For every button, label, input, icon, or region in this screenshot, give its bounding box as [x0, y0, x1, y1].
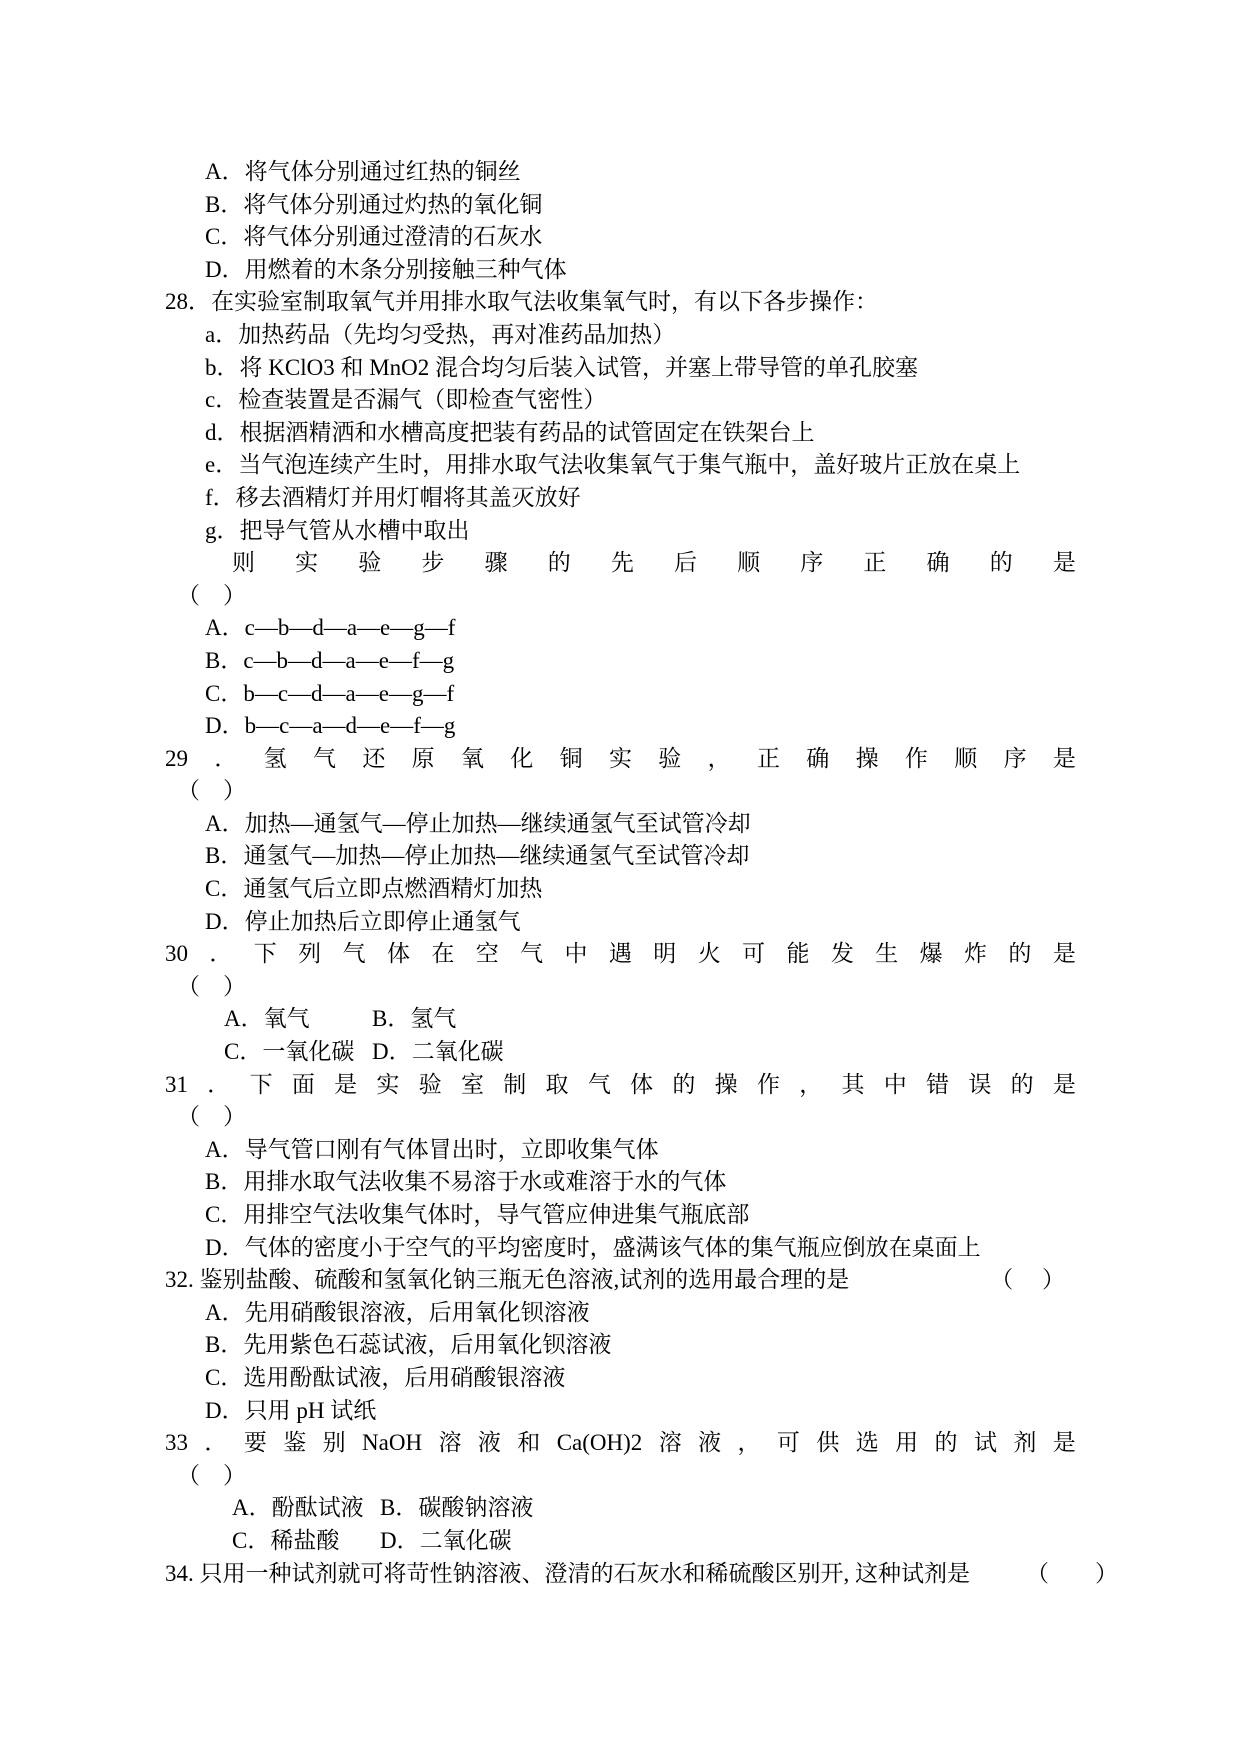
answer-option: D．停止加热后立即停止通氢气 [205, 908, 521, 934]
answer-option: C．b—c—d—a—e—g—f [205, 680, 455, 706]
text-token: 步 [421, 550, 445, 576]
answer-bracket: （ ） [177, 1104, 246, 1130]
text-token: 面 [291, 1071, 315, 1097]
answer-option-pair [165, 1036, 1076, 1069]
text-token: 发 [830, 941, 854, 967]
answer-option: D．二氧化碳 [380, 1527, 512, 1553]
text-token: 序 [1003, 745, 1027, 771]
question-stem: 34. 只用一种试剂就可将苛性钠溶液、澄清的石灰水和稀硫酸区别开, 这种试剂是 [165, 1560, 970, 1586]
text-token: 制 [503, 1071, 527, 1097]
text-token: 作 [756, 1071, 780, 1097]
answer-option: D．b—c—a—d—e—f—g [205, 713, 456, 739]
answer-bracket: （ ） [177, 778, 246, 804]
text-token: 下 [249, 1071, 273, 1097]
text-token: 要 [243, 1430, 267, 1456]
text-token: 气 [342, 941, 366, 967]
answer-option: C．通氢气后立即点燃酒精灯加热 [205, 876, 543, 902]
answer-option: C．一氧化碳 [224, 1039, 355, 1065]
text-token: 后 [673, 550, 697, 576]
question-stem-justified [165, 938, 1076, 971]
text-token: 正 [863, 550, 887, 576]
text-token: 液 [698, 1430, 722, 1456]
procedure-step: b．将 KClO3 和 MnO2 混合均匀后装入试管，并塞上带导管的单孔胶塞 [205, 354, 919, 380]
question-stem-justified [165, 1069, 1076, 1102]
text-token: 验 [358, 550, 382, 576]
answer-bracket: （ ） [177, 973, 246, 999]
question-stem-justified [165, 743, 1076, 776]
procedure-step: d．根据酒精洒和水槽高度把装有药品的试管固定在铁架台上 [205, 419, 815, 445]
text-token: 生 [875, 941, 899, 967]
question-stem-with-bracket [165, 1558, 1118, 1591]
question-stem-justified [165, 547, 1076, 580]
answer-bracket: （ ） [990, 1267, 1065, 1293]
text-token: 是 [1052, 745, 1076, 771]
text-token: 的 [1010, 1071, 1034, 1097]
text-token: 氧 [460, 745, 484, 771]
text-token: 取 [545, 1071, 569, 1097]
answer-option: B．将气体分别通过灼热的氧化铜 [205, 191, 543, 217]
text-token: 遇 [608, 941, 632, 967]
text-token: 正 [756, 745, 780, 771]
text-token: 中 [883, 1071, 907, 1097]
answer-option: C．选用酚酞试液，后用硝酸银溶液 [205, 1364, 566, 1390]
text-token: 是 [334, 1071, 358, 1097]
answer-bracket: （ ） [1026, 1560, 1118, 1586]
answer-option: B．c—b—d—a—e—f—g [205, 647, 455, 673]
answer-option: A．加热—通氢气—停止加热—继续通氢气至试管冷却 [205, 810, 751, 836]
text-token: 气 [587, 1071, 611, 1097]
text-token: 爆 [919, 941, 943, 967]
procedure-step: c．检查装置是否漏气（即检查气密性） [205, 387, 607, 413]
text-token: ． [214, 745, 238, 771]
text-token: 液 [477, 1430, 501, 1456]
text-token: 铜 [559, 745, 583, 771]
text-token: 33 [165, 1430, 188, 1456]
answer-option: D．二氧化碳 [372, 1039, 504, 1065]
text-token: 是 [1052, 1071, 1076, 1097]
text-token: 鉴 [283, 1430, 307, 1456]
procedure-step: f．移去酒精灯并用灯帽将其盖灭放好 [205, 484, 581, 510]
text-token: 30 [165, 941, 188, 967]
answer-bracket: （ ） [177, 1462, 246, 1488]
text-token: 能 [786, 941, 810, 967]
text-token: 确 [926, 550, 950, 576]
text-token: 体 [630, 1071, 654, 1097]
text-token: 实 [376, 1071, 400, 1097]
text-token: 的 [672, 1071, 696, 1097]
text-token: 氢 [263, 745, 287, 771]
text-token: 的 [934, 1430, 958, 1456]
answer-option: D．气体的密度小于空气的平均密度时，盛满该气体的集气瓶应倒放在桌面上 [205, 1234, 981, 1260]
answer-option: A．将气体分别通过红热的铜丝 [205, 159, 521, 184]
text-token: 作 [904, 745, 928, 771]
answer-option: A．导气管口刚有气体冒出时，立即收集气体 [205, 1136, 659, 1162]
text-token: 是 [1052, 941, 1076, 967]
text-token: 其 [841, 1071, 865, 1097]
question-stem: 32. 鉴别盐酸、硫酸和氢氧化钠三瓶无色溶液,试剂的选用最合理的是 [165, 1267, 850, 1293]
text-token: 的 [1008, 941, 1032, 967]
text-token: 误 [968, 1071, 992, 1097]
text-token: ， [799, 1071, 823, 1097]
question-stem-with-bracket [165, 1264, 1076, 1297]
text-token: 用 [895, 1430, 919, 1456]
text-token: ． [204, 1430, 228, 1456]
text-token: ． [209, 941, 233, 967]
text-token: 可 [776, 1430, 800, 1456]
text-token: 实 [608, 745, 632, 771]
answer-option-pair [165, 1525, 1076, 1558]
text-token: 空 [475, 941, 499, 967]
text-token: 确 [806, 745, 830, 771]
text-token: 剂 [1013, 1430, 1037, 1456]
text-token: 操 [714, 1071, 738, 1097]
answer-option: C．将气体分别通过澄清的石灰水 [205, 224, 543, 250]
text-token: 的 [989, 550, 1013, 576]
text-token: 则 [232, 550, 255, 576]
answer-bracket: （ ） [177, 582, 246, 608]
text-token: 实 [295, 550, 319, 576]
text-token: 是 [1052, 1430, 1076, 1456]
answer-option: B．氢气 [372, 1006, 457, 1032]
text-token: 29 [165, 745, 188, 771]
answer-option: A．氧气 [224, 1006, 310, 1032]
text-token: 先 [610, 550, 634, 576]
answer-option: D．用燃着的木条分别接触三种气体 [205, 256, 567, 282]
text-token: 别 [322, 1430, 346, 1456]
text-token: NaOH [362, 1430, 423, 1456]
answer-option: A．先用硝酸银溶液，后用氧化钡溶液 [205, 1299, 590, 1325]
question-stem: 28．在实验室制取氧气并用排水取气法收集氧气时，有以下各步操作： [165, 289, 878, 315]
text-token: 可 [742, 941, 766, 967]
text-token: 骤 [484, 550, 508, 576]
text-token: 顺 [954, 745, 978, 771]
text-token: 顺 [737, 550, 761, 576]
text-token: 31 [165, 1071, 188, 1097]
text-token: 序 [800, 550, 824, 576]
answer-option: B．用排水取气法收集不易溶于水或难溶于水的气体 [205, 1169, 727, 1195]
procedure-step: g．把导气管从水槽中取出 [205, 517, 470, 543]
text-token: 体 [386, 941, 410, 967]
text-token: 验 [418, 1071, 442, 1097]
text-token: 和 [517, 1430, 541, 1456]
answer-option: A．酚酞试液 [232, 1495, 364, 1521]
text-token: 下 [253, 941, 277, 967]
text-token: 火 [697, 941, 721, 967]
text-token: 供 [816, 1430, 840, 1456]
text-token: 中 [564, 941, 588, 967]
text-token: 试 [973, 1430, 997, 1456]
text-token: 验 [658, 745, 682, 771]
answer-option: C．稀盐酸 [232, 1527, 340, 1553]
text-token: 原 [411, 745, 435, 771]
answer-option-pair [165, 1003, 1076, 1036]
text-token: ， [737, 1430, 761, 1456]
text-token: 是 [1052, 550, 1076, 576]
text-token: 溶 [438, 1430, 462, 1456]
procedure-step: a．加热药品（先均匀受热，再对准药品加热） [205, 321, 676, 347]
text-token: 化 [510, 745, 534, 771]
text-token: 溶 [658, 1430, 682, 1456]
answer-option: C．用排空气法收集气体时，导气管应伸进集气瓶底部 [205, 1202, 750, 1227]
question-stem-justified [165, 1427, 1076, 1460]
text-token: ， [707, 745, 731, 771]
procedure-step: e．当气泡连续产生时，用排水取气法收集氧气于集气瓶中，盖好玻片正放在桌上 [205, 452, 1021, 478]
text-token: 还 [362, 745, 386, 771]
answer-option: B．通氢气—加热—停止加热—继续通氢气至试管冷却 [205, 843, 750, 869]
text-token: 选 [855, 1430, 879, 1456]
answer-option: D．只用 pH 试纸 [205, 1397, 377, 1423]
text-token: 气 [312, 745, 336, 771]
answer-option-pair [165, 1492, 1076, 1525]
text-token: 列 [298, 941, 322, 967]
text-token: 操 [855, 745, 879, 771]
text-token: Ca(OH)2 [556, 1430, 643, 1456]
text-token: 明 [653, 941, 677, 967]
answer-option: B．碳酸钠溶液 [380, 1495, 534, 1521]
answer-option: A．c—b—d—a—e—g—f [205, 615, 456, 641]
text-token: 气 [520, 941, 544, 967]
text-token: ． [207, 1071, 231, 1097]
text-token: 在 [431, 941, 455, 967]
answer-option: B．先用紫色石蕊试液，后用氧化钡溶液 [205, 1332, 612, 1358]
text-token: 室 [460, 1071, 484, 1097]
text-token: 的 [547, 550, 571, 576]
text-token: 炸 [964, 941, 988, 967]
text-token: 错 [926, 1071, 950, 1097]
